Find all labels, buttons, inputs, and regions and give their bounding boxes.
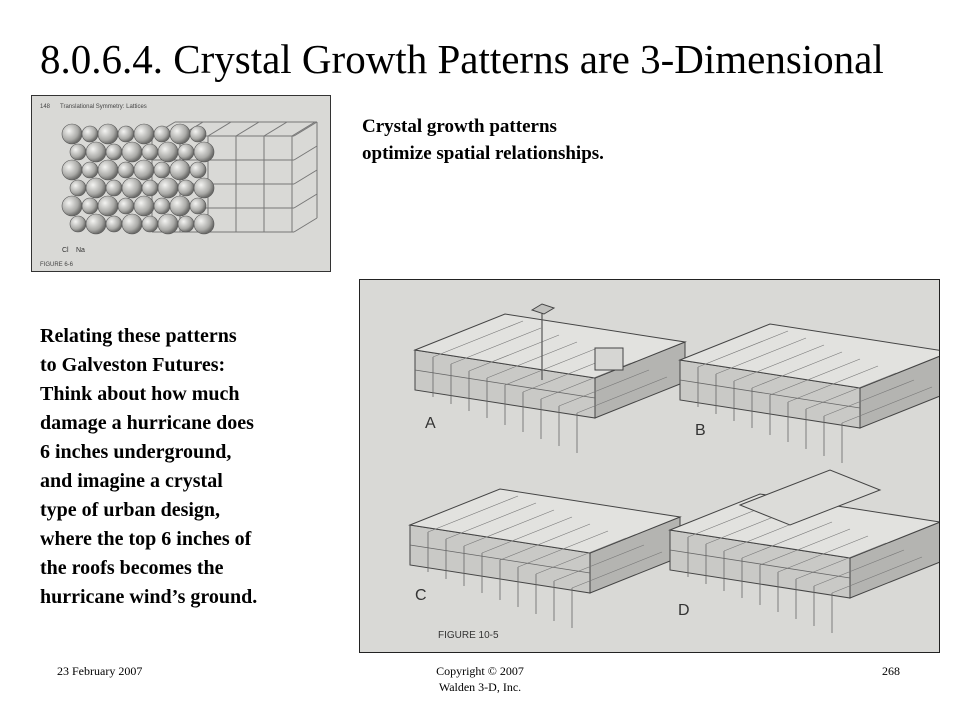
panel-label-c: C [415, 587, 427, 604]
copyright-line-1: Copyright © 2007 [436, 664, 524, 678]
atom-label-na: Na [76, 247, 85, 254]
figure-page-number: 148 [40, 104, 51, 110]
crystal-blocks-illustration [360, 280, 939, 652]
crystal-blocks-figure-photo [359, 279, 940, 653]
figure-top-caption: FIGURE 6-6 [40, 262, 74, 268]
slide-title: 8.0.6.4. Crystal Growth Patterns are 3-Dimensional [40, 36, 884, 82]
intro-line-2: optimize spatial relationships. [362, 143, 604, 164]
intro-line-1: Crystal growth patterns [362, 116, 557, 137]
body-line: type of urban design, [40, 499, 221, 521]
figure-bottom-caption: FIGURE 10-5 [438, 630, 499, 641]
footer-page-number: 268 [882, 664, 900, 678]
body-line: to Galveston Futures: [40, 354, 226, 376]
copyright-line-2: Walden 3-D, Inc. [438, 680, 522, 694]
body-line: hurricane wind’s ground. [40, 586, 258, 608]
body-line: 6 inches underground, [40, 441, 232, 463]
sphere-cluster [62, 124, 214, 234]
figure-running-head: Translational Symmetry: Lattices [60, 104, 147, 110]
body-line: the roofs becomes the [40, 557, 224, 579]
body-line: Think about how much [40, 383, 240, 405]
body-line: Relating these patterns [40, 325, 237, 347]
lattice-figure-photo [31, 95, 331, 272]
block-panels [410, 304, 939, 633]
panel-label-b: B [695, 422, 706, 439]
intro-caption [362, 113, 762, 167]
footer-copyright [380, 663, 580, 695]
body-line: where the top 6 inches of [40, 528, 252, 550]
footer-date: 23 February 2007 [57, 664, 143, 678]
body-line: and imagine a crystal [40, 470, 223, 492]
panel-label-a: A [425, 415, 436, 432]
lattice-illustration [32, 96, 330, 271]
atom-label-cl: Cl [62, 247, 69, 254]
panel-label-d: D [678, 602, 690, 619]
body-line: damage a hurricane does [40, 412, 254, 434]
body-text [40, 322, 345, 612]
